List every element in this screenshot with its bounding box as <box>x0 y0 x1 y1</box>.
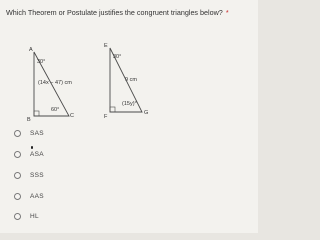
angle-g-label: (15y)° <box>122 101 137 107</box>
mouse-cursor-icon <box>31 146 33 149</box>
option-hl[interactable] <box>14 211 94 221</box>
option-sss-label: SSS <box>30 171 44 179</box>
question-label: Which Theorem or Postulate justifies the congruent triangles below? <box>6 8 223 17</box>
vertex-e: E <box>104 43 108 49</box>
radio-aas[interactable] <box>14 193 21 200</box>
option-aas-label: AAS <box>30 192 44 200</box>
radio-hl[interactable] <box>14 213 21 220</box>
option-sas[interactable] <box>14 128 94 138</box>
radio-asa[interactable] <box>14 151 21 158</box>
vertex-c: C <box>70 113 74 119</box>
side-eg-label: 9 cm <box>125 77 137 83</box>
option-aas[interactable] <box>14 191 94 201</box>
vertex-a: A <box>29 47 33 53</box>
vertex-f: F <box>104 114 108 120</box>
option-asa[interactable] <box>14 149 94 159</box>
angle-c-label: 60° <box>51 107 60 113</box>
option-sas-label: SAS <box>30 129 44 137</box>
option-asa-label: ASA <box>30 150 44 158</box>
triangles-figure <box>0 0 258 125</box>
side-ac-label: (14x − 47) cm <box>38 80 72 86</box>
vertex-g: G <box>144 110 149 116</box>
option-sss[interactable] <box>14 170 94 180</box>
option-hl-label: HL <box>30 212 39 220</box>
vertex-b: B <box>27 117 31 123</box>
radio-sas[interactable] <box>14 130 21 137</box>
required-asterisk: * <box>225 8 229 17</box>
angle-e-label: 30° <box>113 54 122 60</box>
right-angle-mark-f <box>110 107 115 112</box>
radio-sss[interactable] <box>14 172 21 179</box>
angle-a-label: 30° <box>37 59 46 65</box>
right-angle-mark-b <box>34 111 39 116</box>
